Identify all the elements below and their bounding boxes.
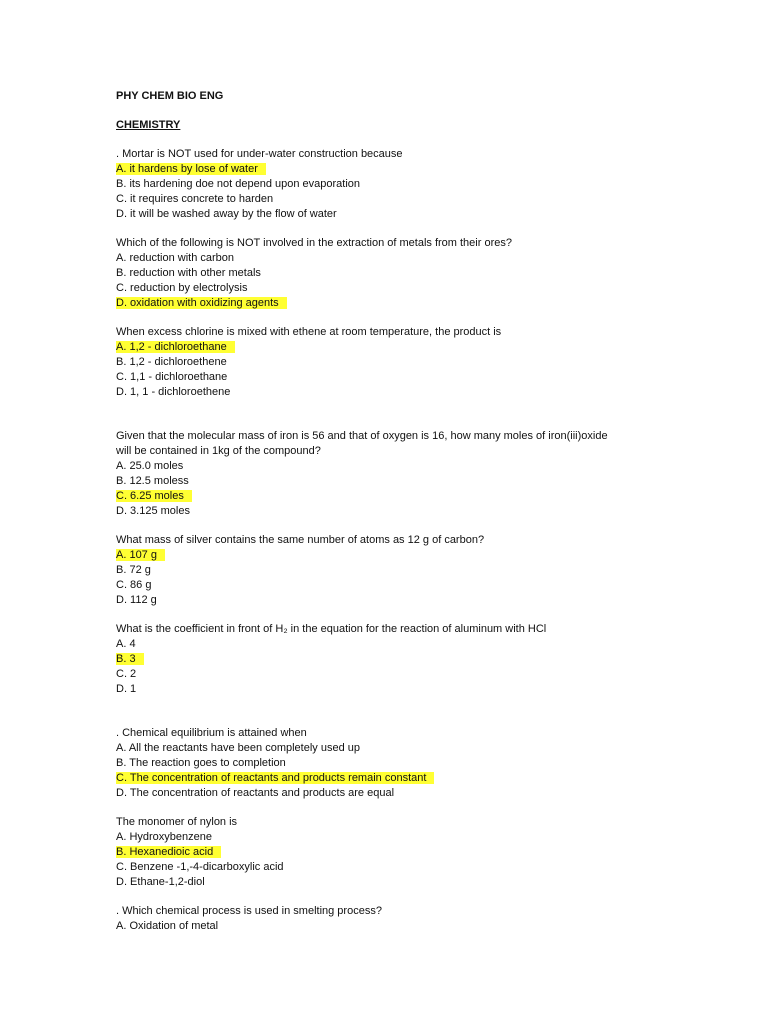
answer-option-highlighted [116,771,434,785]
answer-option [116,504,190,518]
question-stem: The monomer of nylon is [116,816,238,828]
answer-option-highlighted [116,340,235,354]
answer-option [116,578,151,592]
answer-option [116,370,227,384]
answer-option [116,192,273,206]
option-text: A. 1,2 - dichloroethane [116,341,235,353]
option-text: B. The reaction goes to completion [116,757,286,769]
option-text: B. 72 g [116,564,151,576]
option-text: A. All the reactants have been completely used up [116,742,360,754]
option-text: D. 112 g [116,594,157,606]
option-text: A. Oxidation of metal [116,920,219,932]
section-title: CHEMISTRY [116,119,181,131]
option-text: D. it will be washed away by the flow of water [116,208,337,220]
answer-option [116,756,286,770]
question-stem: . Which chemical process is used in smelting process? [116,905,382,917]
answer-option [116,637,136,651]
answer-option [116,667,136,681]
option-text: D. oxidation with oxidizing agents [116,297,287,309]
answer-option [116,875,205,889]
option-text: A. it hardens by lose of water [116,163,266,175]
option-text: B. 12.5 moless [116,475,189,487]
answer-option [116,281,247,295]
answer-option-highlighted [116,489,192,503]
option-text: C. Benzene -1,-4-dicarboxylic acid [116,861,284,873]
option-text: D. The concentration of reactants and products are equal [116,787,395,799]
question-stem: Given that the molecular mass of iron is 56 and that of oxygen is 16, how many moles of iron(iii)oxide [116,430,608,442]
option-text: B. 3 [116,653,144,665]
option-text: C. 6.25 moles [116,490,192,502]
option-text: B. reduction with other metals [116,267,261,279]
answer-option [116,177,360,191]
option-text: A. reduction with carbon [116,252,235,264]
question-stem: What mass of silver contains the same number of atoms as 12 g of carbon? [116,534,485,546]
answer-option [116,266,261,280]
option-text: D. 3.125 moles [116,505,190,517]
doc-header: PHY CHEM BIO ENG [116,90,224,102]
answer-option-highlighted [116,845,221,859]
option-text: C. it requires concrete to harden [116,193,274,205]
answer-option [116,385,230,399]
option-text: C. 1,1 - dichloroethane [116,371,228,383]
option-text: B. Hexanedioic acid [116,846,221,858]
answer-option [116,860,284,874]
answer-option [116,741,360,755]
answer-option-highlighted [116,296,287,310]
question-stem: What is the coefficient in front of H₂ in the equation for the reaction of aluminum with HCl [116,623,547,635]
option-text: A. 4 [116,638,136,650]
option-text: C. 2 [116,668,137,680]
option-text: D. 1, 1 - dichloroethene [116,386,231,398]
answer-option [116,563,151,577]
question-stem: . Chemical equilibrium is attained when [116,727,307,739]
answer-option-highlighted [116,162,266,176]
answer-option [116,593,157,607]
question-stem: will be contained in 1kg of the compound? [116,445,321,457]
option-text: A. 25.0 moles [116,460,184,472]
option-text: C. 86 g [116,579,152,591]
answer-option [116,207,337,221]
answer-option [116,786,394,800]
answer-option-highlighted [116,548,165,562]
question-stem: . Mortar is NOT used for under-water construction because [116,148,403,160]
answer-option-highlighted [116,652,144,666]
answer-option [116,919,218,933]
option-text: D. Ethane-1,2-diol [116,876,205,888]
option-text: D. 1 [116,683,137,695]
option-text: C. The concentration of reactants and products remain constant [116,772,434,784]
answer-option [116,459,183,473]
answer-option [116,251,234,265]
option-text: C. reduction by electrolysis [116,282,248,294]
option-text: A. 107 g [116,549,165,561]
question-stem: Which of the following is NOT involved in the extraction of metals from their ores? [116,237,512,249]
option-text: B. its hardening doe not depend upon evaporation [116,178,361,190]
answer-option [116,682,136,696]
option-text: A. Hydroxybenzene [116,831,212,843]
question-stem: When excess chlorine is mixed with ethene at room temperature, the product is [116,326,502,338]
option-text: B. 1,2 - dichloroethene [116,356,227,368]
answer-option [116,355,227,369]
answer-option [116,474,189,488]
answer-option [116,830,212,844]
